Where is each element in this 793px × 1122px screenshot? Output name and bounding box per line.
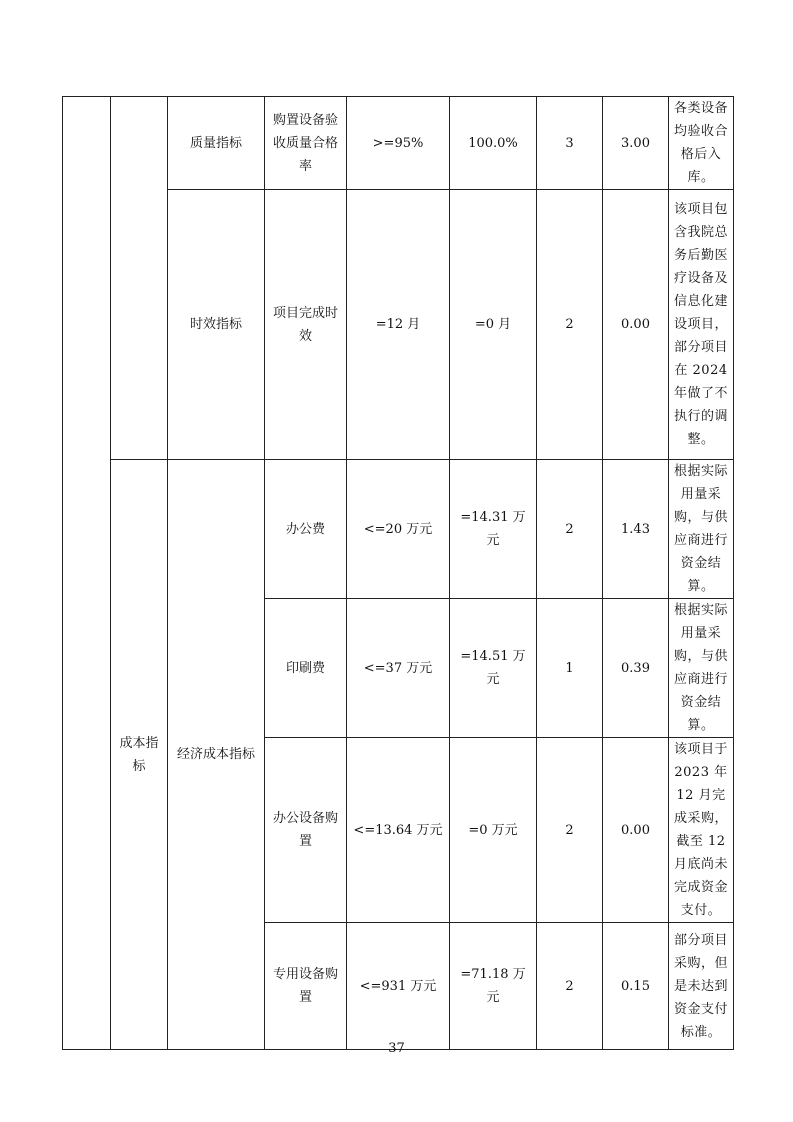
level3-category-cell: 时效指标	[168, 190, 265, 460]
actual-cell: =14.31 万元	[450, 460, 537, 599]
level1-category-cell	[63, 97, 111, 1050]
target-cell: <=13.64 万元	[347, 738, 450, 923]
level3-category-cell: 质量指标	[168, 97, 265, 190]
note-cell: 该项目于 2023 年 12 月完成采购，截至 12 月底尚未完成资金支付。	[669, 738, 734, 923]
table-row	[63, 97, 734, 190]
score-cell: 1.43	[603, 460, 669, 599]
note-cell: 各类设备均验收合格后入库。	[669, 97, 734, 190]
actual-cell: =14.51 万元	[450, 599, 537, 738]
actual-cell: 100.0%	[450, 97, 537, 190]
indicator-cell: 印刷费	[265, 599, 347, 738]
actual-cell: =0 万元	[450, 738, 537, 923]
target-cell: >=95%	[347, 97, 450, 190]
level3-category-cell: 经济成本指标	[168, 460, 265, 1050]
weight-cell: 3	[537, 97, 603, 190]
weight-cell: 2	[537, 190, 603, 460]
indicator-cell: 项目完成时效	[265, 190, 347, 460]
indicator-cell: 办公设备购置	[265, 738, 347, 923]
actual-cell: =0 月	[450, 190, 537, 460]
level2-category-cell	[111, 97, 168, 460]
target-cell: <=20 万元	[347, 460, 450, 599]
indicator-cell: 购置设备验收质量合格率	[265, 97, 347, 190]
indicator-cell: 专用设备购置	[265, 923, 347, 1050]
indicator-cell: 办公费	[265, 460, 347, 599]
note-cell: 根据实际用量采购，与供应商进行资金结算。	[669, 460, 734, 599]
score-cell: 0.00	[603, 190, 669, 460]
table-row	[63, 460, 734, 599]
note-cell: 根据实际用量采购，与供应商进行资金结算。	[669, 599, 734, 738]
performance-table	[62, 96, 734, 1050]
weight-cell: 1	[537, 599, 603, 738]
weight-cell: 2	[537, 460, 603, 599]
note-cell: 该项目包含我院总务后勤医疗设备及信息化建设项目，部分项目在 2024 年做了不执行的调整。	[669, 190, 734, 460]
score-cell: 0.15	[603, 923, 669, 1050]
actual-cell: =71.18 万元	[450, 923, 537, 1050]
note-cell: 部分项目采购，但是未达到资金支付标准。	[669, 923, 734, 1050]
target-cell: <=931 万元	[347, 923, 450, 1050]
score-cell: 3.00	[603, 97, 669, 190]
page-number: 37	[388, 1041, 405, 1056]
target-cell: =12 月	[347, 190, 450, 460]
level2-category-cell: 成本指标	[111, 460, 168, 1050]
target-cell: <=37 万元	[347, 599, 450, 738]
score-cell: 0.39	[603, 599, 669, 738]
weight-cell: 2	[537, 738, 603, 923]
score-cell: 0.00	[603, 738, 669, 923]
weight-cell: 2	[537, 923, 603, 1050]
